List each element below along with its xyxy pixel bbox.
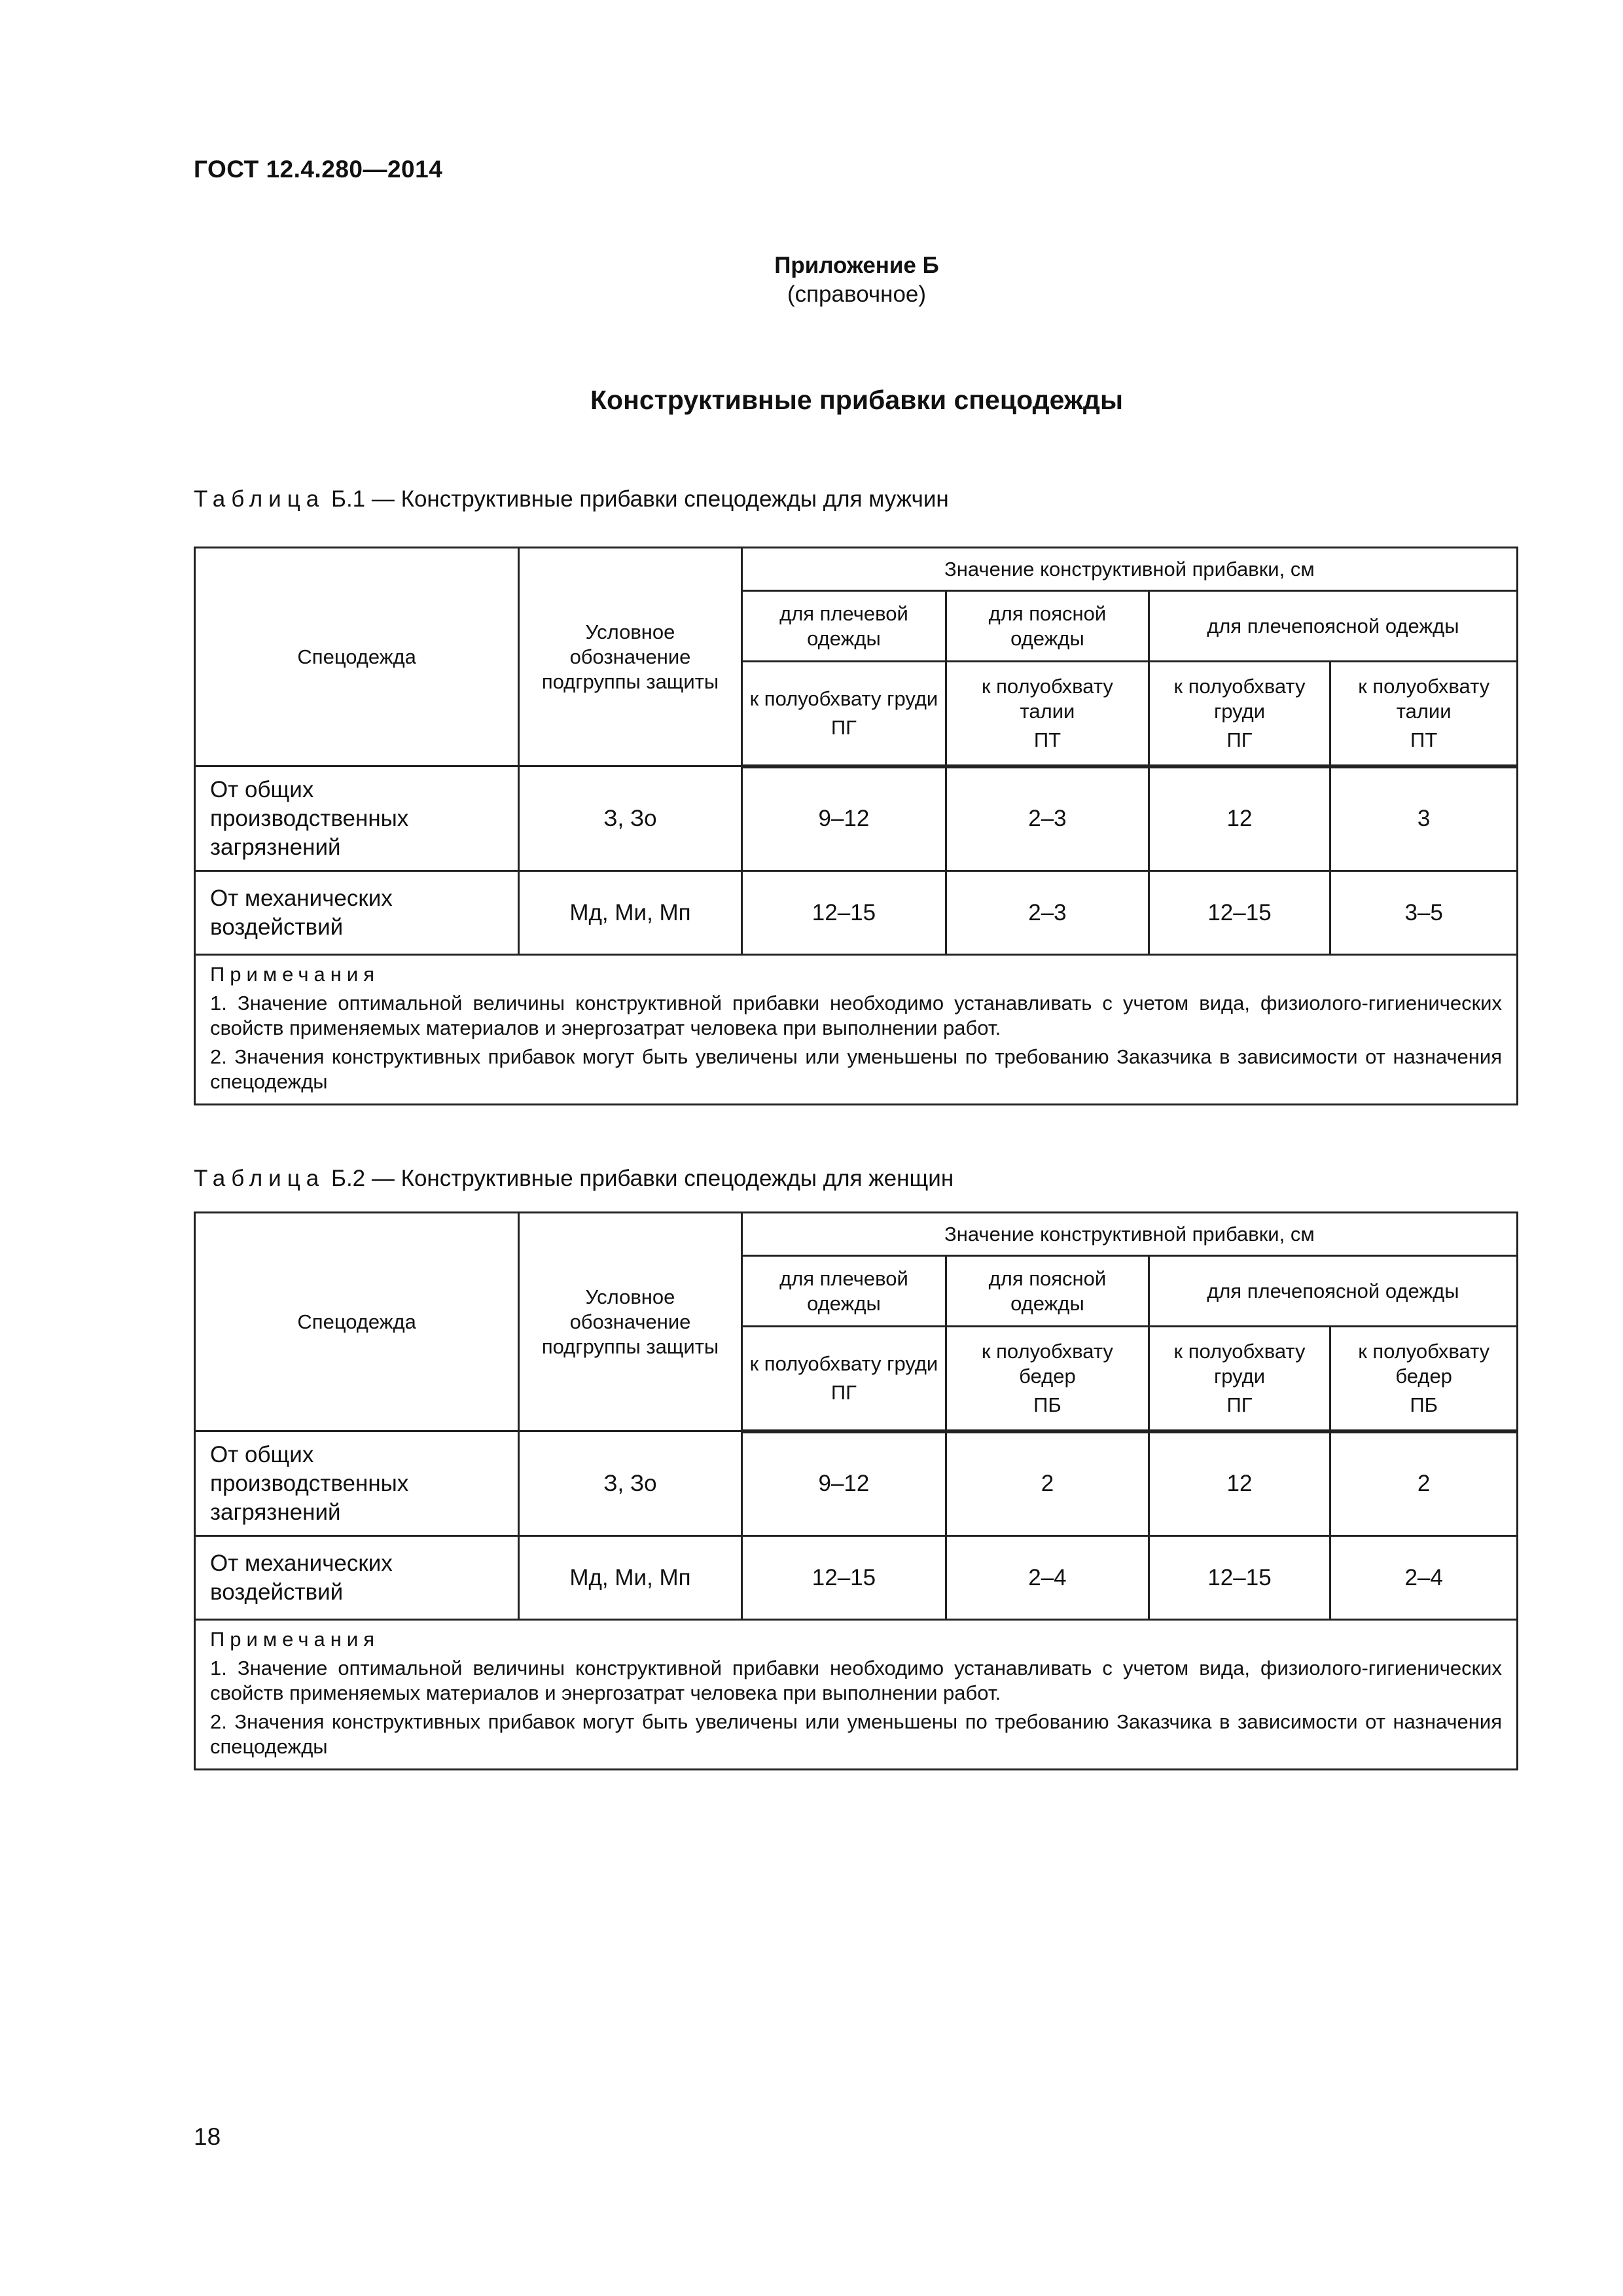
row-value: 3 bbox=[1330, 766, 1518, 871]
header-waist: для поясной одежды bbox=[946, 1256, 1149, 1327]
table-men bbox=[194, 547, 1518, 1105]
row-garment: От механических воздействий bbox=[195, 871, 519, 955]
sub-symbol: ПБ bbox=[1410, 1393, 1438, 1416]
sub-label: к полуобхвату груди bbox=[1173, 674, 1306, 723]
header-garment: Спецодежда bbox=[195, 548, 519, 766]
table-row bbox=[195, 766, 1518, 871]
header-designation: Условное обозначение подгруппы защиты bbox=[519, 1213, 741, 1431]
header-shoulder-waist: для плечепоясной одежды bbox=[1149, 591, 1517, 662]
header-sub-3 bbox=[1149, 1327, 1330, 1431]
table-notes bbox=[195, 1620, 1518, 1770]
table-row bbox=[195, 1431, 1518, 1536]
header-waist: для поясной одежды bbox=[946, 591, 1149, 662]
annex-subtitle: (справочное) bbox=[787, 281, 927, 307]
row-value: 12–15 bbox=[1149, 871, 1330, 955]
section-title: Конструктивные прибавки спецодежды bbox=[590, 385, 1123, 415]
sub-symbol: ПГ bbox=[1226, 728, 1253, 751]
header-designation: Условное обозначение подгруппы защиты bbox=[519, 548, 741, 766]
header-sub-2 bbox=[946, 1327, 1149, 1431]
row-designation: З, Зо bbox=[519, 1431, 741, 1536]
note-item: 1. Значение оптимальной величины конструктивной прибавки необходимо устанавливать с учетом вида, физиолого-гигиенических свойств применяемых материалов и энергозатрат человека при выполнении работ. bbox=[210, 992, 1502, 1039]
annex-heading bbox=[0, 251, 1623, 309]
row-value: 12–15 bbox=[1149, 1536, 1330, 1620]
header-shoulder-waist: для плечепоясной одежды bbox=[1149, 1256, 1517, 1327]
sub-symbol: ПТ bbox=[1033, 728, 1061, 751]
row-value: 2 bbox=[1330, 1431, 1518, 1536]
row-garment: От общих производственных загрязнений bbox=[195, 766, 519, 871]
sub-label: к полуобхвату бедер bbox=[1358, 1339, 1490, 1388]
row-value: 9–12 bbox=[741, 766, 946, 871]
row-value: 12 bbox=[1149, 766, 1330, 871]
sub-label: к полуобхвату бедер bbox=[981, 1339, 1113, 1388]
note-item: 2. Значения конструктивных прибавок могут быть увеличены или уменьшены по требованию Заказчика в зависимости от назначения спецодежды bbox=[210, 1045, 1502, 1093]
row-value: 2 bbox=[946, 1431, 1149, 1536]
sub-label: к полуобхвату груди bbox=[749, 687, 938, 710]
header-value-group: Значение конструктивной прибавки, см bbox=[741, 1213, 1517, 1256]
table-caption-prefix: Таблица bbox=[194, 1166, 325, 1191]
row-value: 2–3 bbox=[946, 766, 1149, 871]
header-sub-4 bbox=[1330, 662, 1518, 766]
row-value: 2–4 bbox=[946, 1536, 1149, 1620]
row-garment: От механических воздействий bbox=[195, 1536, 519, 1620]
header-sub-2 bbox=[946, 662, 1149, 766]
header-shoulder: для плечевой одежды bbox=[741, 591, 946, 662]
sub-label: к полуобхвату талии bbox=[1358, 674, 1490, 723]
sub-symbol: ПГ bbox=[830, 715, 857, 739]
note-item: 1. Значение оптимальной величины конструктивной прибавки необходимо устанавливать с учетом вида, физиолого-гигиенических свойств применяемых материалов и энергозатрат человека при выполнении работ. bbox=[210, 1657, 1502, 1704]
annex-title: Приложение Б bbox=[774, 253, 939, 278]
sub-label: к полуобхвату талии bbox=[981, 674, 1113, 723]
header-sub-3 bbox=[1149, 662, 1330, 766]
page-number: 18 bbox=[194, 2123, 221, 2150]
sub-symbol: ПТ bbox=[1410, 728, 1438, 751]
row-value: 12–15 bbox=[741, 1536, 946, 1620]
row-designation: Мд, Ми, Мп bbox=[519, 871, 741, 955]
row-value: 12 bbox=[1149, 1431, 1330, 1536]
sub-symbol: ПГ bbox=[1226, 1393, 1253, 1416]
row-garment: От общих производственных загрязнений bbox=[195, 1431, 519, 1536]
row-value: 3–5 bbox=[1330, 871, 1518, 955]
notes-heading: Примечания bbox=[210, 963, 380, 986]
table-caption-text: Б.1 — Конструктивные прибавки спецодежды для мужчин bbox=[330, 486, 949, 512]
row-designation: Мд, Ми, Мп bbox=[519, 1536, 741, 1620]
sub-label: к полуобхвату груди bbox=[1173, 1339, 1306, 1388]
header-value-group: Значение конструктивной прибавки, см bbox=[741, 548, 1517, 591]
sub-symbol: ПБ bbox=[1033, 1393, 1061, 1416]
header-sub-1 bbox=[741, 662, 946, 766]
note-item: 2. Значения конструктивных прибавок могут быть увеличены или уменьшены по требованию Заказчика в зависимости от назначения спецодежды bbox=[210, 1710, 1502, 1758]
table-row bbox=[195, 1536, 1518, 1620]
table-caption bbox=[194, 1166, 954, 1192]
table-caption-prefix: Таблица bbox=[194, 486, 325, 512]
sub-label: к полуобхвату груди bbox=[749, 1352, 938, 1375]
table-row bbox=[195, 871, 1518, 955]
sub-symbol: ПГ bbox=[830, 1380, 857, 1404]
row-value: 2–4 bbox=[1330, 1536, 1518, 1620]
row-value: 12–15 bbox=[741, 871, 946, 955]
table-women bbox=[194, 1211, 1518, 1770]
table-caption-text: Б.2 — Конструктивные прибавки спецодежды для женщин bbox=[330, 1166, 954, 1191]
notes-heading: Примечания bbox=[210, 1628, 380, 1651]
row-designation: З, Зо bbox=[519, 766, 741, 871]
header-garment: Спецодежда bbox=[195, 1213, 519, 1431]
row-value: 9–12 bbox=[741, 1431, 946, 1536]
table-notes bbox=[195, 955, 1518, 1105]
table-caption bbox=[194, 486, 949, 512]
header-sub-4 bbox=[1330, 1327, 1518, 1431]
row-value: 2–3 bbox=[946, 871, 1149, 955]
header-shoulder: для плечевой одежды bbox=[741, 1256, 946, 1327]
header-sub-1 bbox=[741, 1327, 946, 1431]
document-code: ГОСТ 12.4.280—2014 bbox=[194, 156, 443, 183]
